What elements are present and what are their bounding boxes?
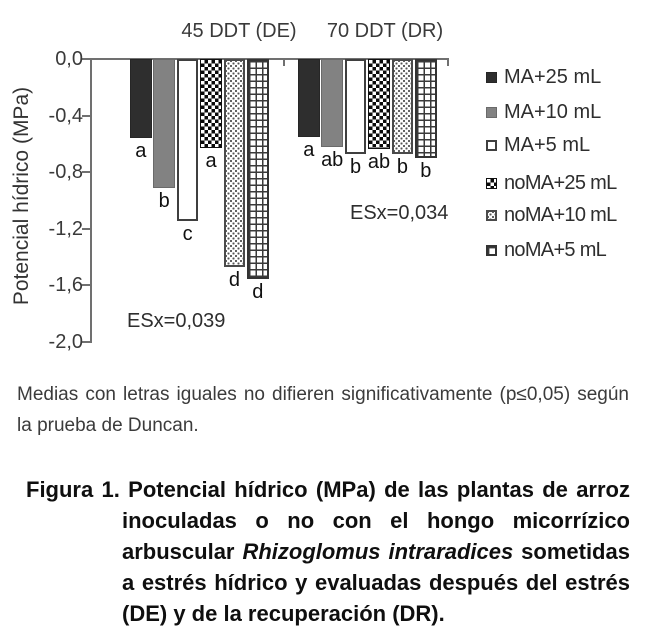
checker-swatch-icon xyxy=(486,178,497,189)
standard-error-annotation: ESx=0,039 xyxy=(127,310,226,332)
bar-ma-25-ml xyxy=(130,59,152,138)
bar-noma-25-ml xyxy=(368,59,390,149)
standard-error-annotation: ESx=0,034 xyxy=(350,202,449,224)
significance-letter: a xyxy=(135,140,147,162)
y-axis-tick-label: 0,0 xyxy=(55,48,83,70)
y-axis-tick-label: -0,4 xyxy=(48,104,83,127)
significance-letter: d xyxy=(252,281,264,303)
x-axis-tick xyxy=(283,60,285,66)
significance-letter: c xyxy=(182,223,193,245)
solid-gray-swatch-icon xyxy=(486,107,497,118)
caption-text-after-species: sometidas a estrés hídrico y evaluadas después del estrés (DE) y de la recuperación (DR). xyxy=(122,539,630,626)
bar-noma-10-ml xyxy=(392,59,414,154)
bar-noma-25-ml xyxy=(200,59,222,148)
y-axis-tick xyxy=(82,171,92,173)
significance-letter: b xyxy=(350,156,362,178)
group-title: 45 DDT (DE) xyxy=(181,20,297,42)
bar-ma-5-ml xyxy=(177,59,199,221)
grid-swatch-icon xyxy=(486,245,497,256)
legend-item xyxy=(486,204,617,226)
significance-letter: a xyxy=(303,139,315,161)
y-axis-tick-label: -1,6 xyxy=(48,274,83,296)
significance-letter: b xyxy=(420,160,432,182)
y-axis-tick xyxy=(82,341,92,343)
y-axis-tick xyxy=(82,115,92,117)
y-axis-line xyxy=(90,58,92,343)
bar-ma-10-ml xyxy=(321,59,343,147)
white-swatch-icon xyxy=(486,140,497,151)
legend-item xyxy=(486,134,590,156)
significance-letter: b xyxy=(158,190,170,212)
chart-legend xyxy=(486,0,649,300)
y-axis-tick xyxy=(82,58,92,60)
bar-noma-5-ml xyxy=(247,59,269,279)
legend-label: MA+10 mL xyxy=(504,100,602,123)
bar-ma-10-ml xyxy=(153,59,175,188)
x-axis-tick xyxy=(447,60,449,66)
bar-ma-5-ml xyxy=(345,59,367,154)
bar-noma-10-ml xyxy=(224,59,246,267)
bar-noma-5-ml xyxy=(415,59,437,158)
figure-caption xyxy=(26,474,630,629)
significance-letter: d xyxy=(228,269,240,291)
dots-swatch-icon xyxy=(486,210,497,221)
significance-letter: b xyxy=(396,156,408,178)
group-title: 70 DDT (DR) xyxy=(326,20,444,42)
caption-label: Figura 1. xyxy=(26,477,120,502)
legend-item xyxy=(486,239,606,261)
figure-note: Medias con letras iguales no difieren significativamente (p≤0,05) según la prueba de Duncan. xyxy=(17,384,629,436)
bar-ma-25-ml xyxy=(298,59,320,137)
legend-item xyxy=(486,172,617,194)
significance-letter: ab xyxy=(321,149,344,171)
legend-label: noMA+10 mL xyxy=(504,203,617,226)
y-axis-tick-label: -2,0 xyxy=(48,330,83,353)
legend-item xyxy=(486,101,601,123)
caption-text-before-species: Potencial hídrico (MPa) de las plantas de arroz inoculadas o no con el hongo micorrízico arbuscular xyxy=(122,477,630,564)
legend-label: noMA+25 mL xyxy=(504,171,617,194)
legend-label: MA+5 mL xyxy=(504,133,591,156)
y-axis-title: Potencial hídrico (MPa) xyxy=(10,86,33,306)
significance-letter: ab xyxy=(367,151,391,173)
solid-dark-swatch-icon xyxy=(486,72,497,83)
y-axis-tick-label: -1,2 xyxy=(48,217,83,240)
y-axis-tick xyxy=(82,228,92,230)
y-axis-tick-label: -0,8 xyxy=(48,161,83,183)
significance-letter: a xyxy=(205,150,217,172)
y-axis-tick xyxy=(82,284,92,286)
caption-species-name: Rhizoglomus intraradices xyxy=(242,539,514,564)
legend-label: MA+25 mL xyxy=(504,65,602,88)
legend-item xyxy=(486,66,601,88)
legend-label: noMA+5 mL xyxy=(504,238,607,261)
